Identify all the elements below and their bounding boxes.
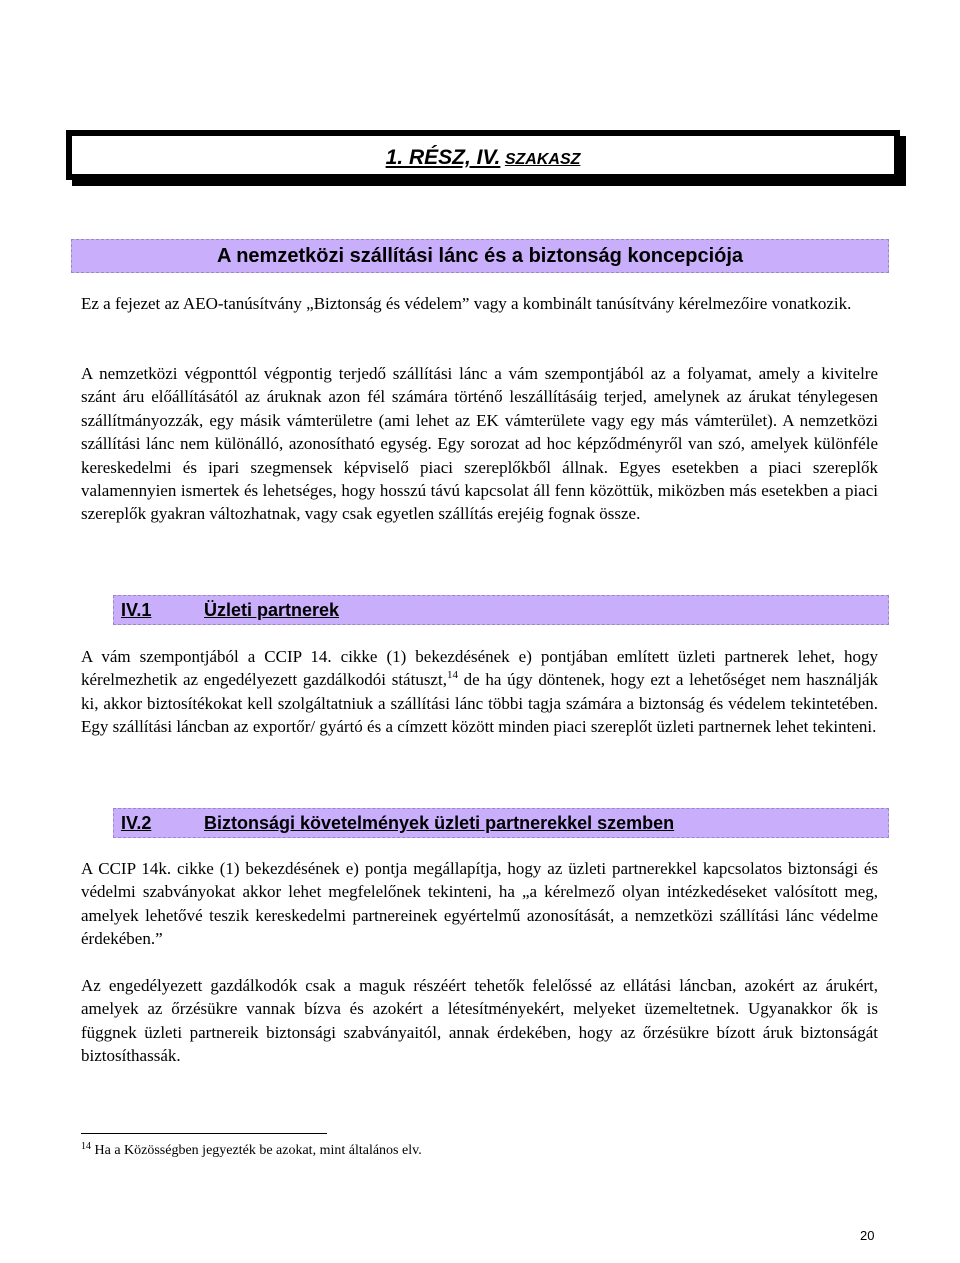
- part-banner: [66, 130, 900, 180]
- page-number: 20: [860, 1228, 875, 1243]
- footnote-text: Ha a Közösségben jegyezték be azokat, mint általános elv.: [91, 1143, 422, 1158]
- paragraph-supply-chain: A nemzetközi végponttól végpontig terjedő szállítási lánc a vám szempontjából az a folyamat, amely a kivitelre szánt áru előállításától az áruknak azon fél számára történő leszállításáig terjed, amelynek az árukat ténylegesen szállítmányozzák, egy másik vámterületre (ami lehet az EK vámterülete vagy egy más vámterület). A nemzetközi szállítási lánc nem különálló, azonosítható egység. Egy sorozat ad hoc képződményről van szó, amelyek különféle kereskedelmi és ipari szegmensek képviselő piaci szereplőkből állnak. Egyes esetekben a piaci szereplők valamennyien ismertek és lehetséges, hogy hosszú távú kapcsolat áll fenn közöttük, miközben más esetekben a piaci szereplők gyakran változhatnak, vagy csak egyetlen szállítás erejéig fognak össze.: [81, 364, 878, 524]
- footnote: [81, 1143, 422, 1159]
- section-1-heading: [113, 595, 889, 625]
- part-title: 1. RÉSZ, IV.: [385, 146, 501, 169]
- section-2-title: Biztonsági követelmények üzleti partnerekkel szemben: [204, 813, 675, 833]
- section-1-text-end: de ha úgy döntenek, hogy ezt a lehetőséget nem használják ki, akkor biztosítékokat kell szolgáltatniuk a szállítási lánc többi tagja számára a biztonság és védelem tekintetében. Egy szállítási láncban az exportőr/ gyártó és a címzett között minden piaci szereplőt üzleti partnernek lehet tekinteni.: [81, 670, 879, 737]
- part-suffix: SZAKASZ: [504, 151, 581, 168]
- footnote-reference[interactable]: 14: [446, 669, 458, 682]
- chapter-title: A nemzetközi szállítási lánc és a biztonság koncepciója: [216, 245, 744, 267]
- section-2-paragraph-1: A CCIP 14k. cikke (1) bekezdésének e) pontja megállapítja, hogy az üzleti partnerekkel kapcsolatos biztonsági és védelmi szabványokat akkor lehet megfelelőnek tekinteni, ha „a kérelmező olyan intézkedéseket valósított meg, amelyek lehetővé teszik kereskedelmi partnereinek egyértelmű azonosítását, a nemzetközi szállítási lánc védelme érdekében.”: [81, 859, 878, 949]
- chapter-title-bar: [71, 239, 889, 273]
- section-2-paragraph-2: Az engedélyezett gazdálkodók csak a maguk részéért tehetők felelőssé az ellátási láncban, azokért az árukért, amelyek az őrzésükre vannak bízva és azokért a létesítményekért, melyeket üzemeltetnek. Ugyanakkor ők is függnek üzleti partnereik biztonsági szabványaitól, annak érdekében, hogy az őrzésükre bízott áruk biztonságát biztosíthassák.: [81, 976, 878, 1066]
- intro-paragraph: Ez a fejezet az AEO-tanúsítvány „Biztonság és védelem” vagy a kombinált tanúsítvány kérelmezőire vonatkozik.: [81, 294, 852, 313]
- section-1-number: IV.1: [121, 600, 152, 620]
- section-1-text-start: A vám szempontjából a CCIP 14. cikke (1) bekezdésének e) pontjában említett üzleti partnerek lehet, hogy kérelmezhetik az engedélyezett gazdálkodói státuszt,: [81, 647, 878, 690]
- footnote-separator: [81, 1133, 327, 1134]
- section-2-number: IV.2: [121, 813, 152, 833]
- section-1-title: Üzleti partnerek: [204, 600, 340, 620]
- footnote-number: 14: [81, 1141, 91, 1152]
- section-2-heading: [113, 808, 889, 838]
- section-1-paragraph: [81, 645, 878, 739]
